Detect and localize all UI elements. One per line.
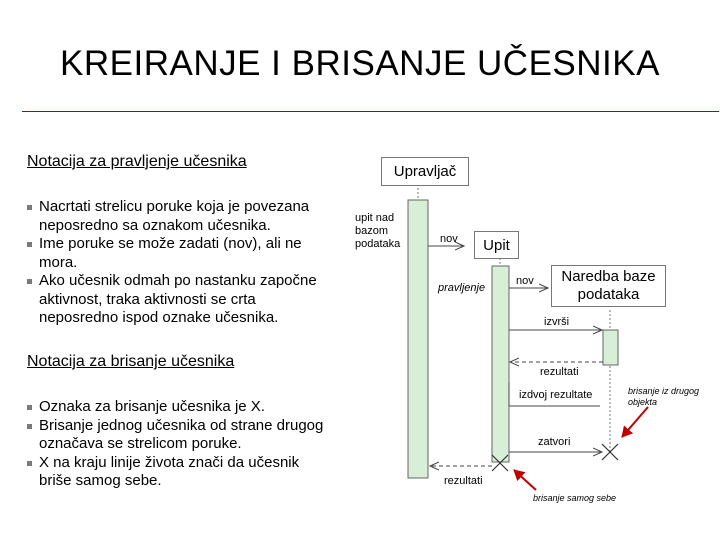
annotation-brisanje-samog-sebe: brisanje samog sebe bbox=[533, 493, 617, 503]
label-nov-1: nov bbox=[440, 233, 458, 245]
label-pravljenje: pravljenje bbox=[438, 282, 486, 294]
annotation-arrow-self bbox=[514, 470, 536, 490]
annotation-arrow-other bbox=[622, 407, 648, 437]
participant-controller: Upravljač bbox=[381, 157, 469, 186]
participant-naredba: Naredba baze podataka bbox=[551, 265, 666, 307]
annotation-brisanje-iz-drugog: brisanje iz drugog objekta bbox=[628, 386, 700, 407]
label-zatvori: zatvori bbox=[538, 436, 571, 448]
list-item: Ime poruke se može zadati (nov), ali ne mora. bbox=[27, 235, 337, 272]
label-nov-2: nov bbox=[516, 275, 534, 287]
creation-heading: Notacija za pravljenje učesnika bbox=[27, 153, 247, 170]
label-izvrsi: izvrši bbox=[544, 316, 570, 328]
list-item: X na kraju linije života znači da učesnik briše samog sebe. bbox=[27, 454, 327, 491]
label-rezultati-1: rezultati bbox=[540, 366, 579, 378]
naredba-activation-bar bbox=[603, 330, 618, 365]
label-izdvoj-rezultate: izdvoj rezultate bbox=[519, 389, 593, 401]
list-item: Oznaka za brisanje učesnika je X. bbox=[27, 398, 327, 417]
list-item: Ako učesnik odmah po nastanku započne aktivnost, traka aktivnosti se crta neposredno ispod oznake učesnika. bbox=[27, 272, 337, 328]
participant-upit: Upit bbox=[474, 231, 519, 259]
list-item: Brisanje jednog učesnika od strane drugog označava se strelicom poruke. bbox=[27, 417, 327, 454]
slide-title: KREIRANJE I BRISANJE UČESNIKA bbox=[60, 44, 660, 83]
label-rezultati-2: rezultati bbox=[444, 475, 483, 487]
label-upit-nad-bazom: upit nad bazom podataka bbox=[355, 212, 401, 250]
list-item: Nacrtati strelicu poruke koja je povezana neposredno sa oznakom učesnika. bbox=[27, 198, 337, 235]
deletion-heading: Notacija za brisanje učesnika bbox=[27, 353, 235, 370]
upit-activation-bar bbox=[492, 266, 509, 462]
controller-activation-bar bbox=[408, 200, 428, 478]
